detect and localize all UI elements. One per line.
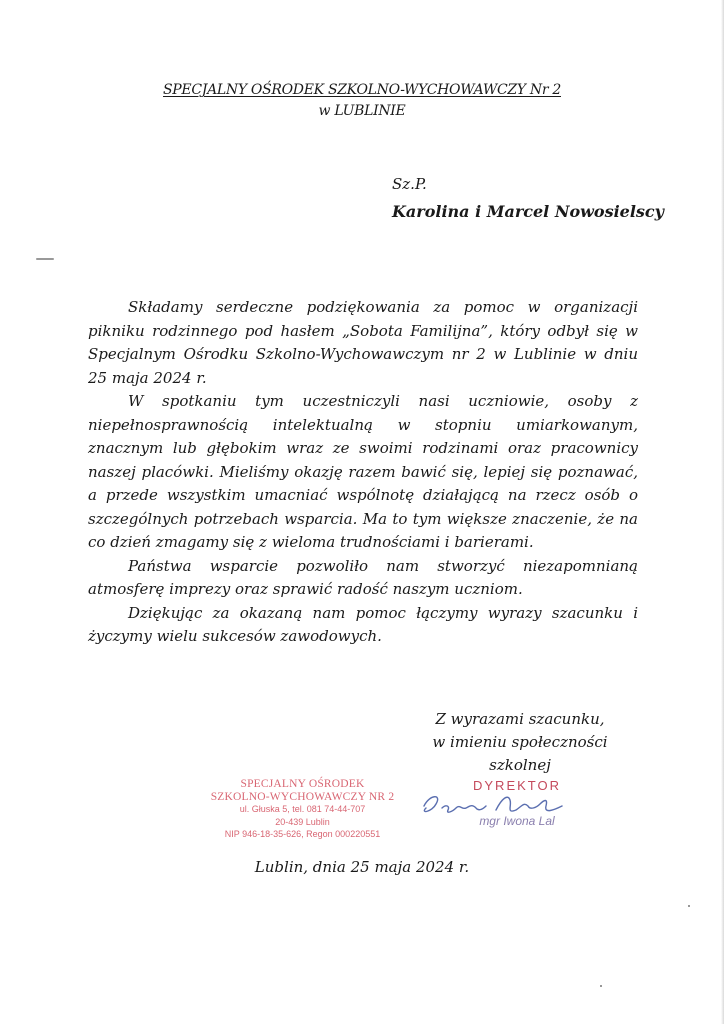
addressee-block xyxy=(392,171,664,225)
director-title-stamp: DYREKTOR xyxy=(473,778,561,793)
stamp-address: ul. Głuska 5, tel. 081 74-44-707 xyxy=(239,804,366,814)
closing-block xyxy=(400,708,640,777)
letterhead xyxy=(0,80,724,122)
institution-stamp xyxy=(210,778,395,841)
body-paragraph: Składamy serdeczne podziękowania za pomoc w organizacji pikniku rodzinnego pod hasłem „Sobota Familijna”, który odbył się w Specjalnym Ośrodku Szkolno-Wychowawczym nr 2 w Lublinie w dniu 25 maja 2024 r. xyxy=(88,298,638,387)
stamp-city: 20-439 Lublin xyxy=(275,816,330,827)
director-name: mgr Iwona Lal xyxy=(479,814,555,828)
addressee-names: Karolina i Marcel Nowosielscy xyxy=(392,202,664,221)
stamp-ids: NIP 946-18-35-626, Regon 000220551 xyxy=(224,829,381,839)
letterhead-institution: SPECJALNY OŚRODEK SZKOLNO-WYCHOWAWCZY Nr 2 xyxy=(163,82,561,98)
letterhead-city: w LUBLINIE xyxy=(318,103,406,119)
closing-regards: Z wyrazami szacunku, xyxy=(435,710,605,728)
director-signature-block xyxy=(412,776,592,836)
body-paragraph: Dziękując za okazaną nam pomoc łączymy wyrazy szacunku i życzymy wielu sukcesów zawodowych. xyxy=(88,603,638,645)
stamp-line-1: SPECJALNY OŚRODEK xyxy=(240,778,365,790)
addressee-salutation: Sz.P. xyxy=(392,175,427,193)
stamp-line-2: SZKOLNO-WYCHOWAWCZY NR 2 xyxy=(210,790,395,803)
scan-speck xyxy=(600,985,602,987)
body-paragraph: Państwa wsparcie pozwoliło nam stworzyć niezapomnianą atmosferę imprezy oraz sprawić radość naszym uczniom. xyxy=(88,556,638,598)
letter-body xyxy=(88,296,638,649)
scan-speck xyxy=(688,905,690,907)
scan-speck xyxy=(36,258,54,260)
closing-on-behalf: w imieniu społeczności szkolnej xyxy=(432,733,608,774)
body-paragraph: W spotkaniu tym uczestniczyli nasi uczniowie, osoby z niepełnosprawnością intelektualną w stopniu umiarkowanym, znacznym lub głębokim wraz ze swoimi rodzinami oraz pracownicy naszej placówki. Mieliśmy okazję razem bawić się, lepiej się poznawać, a przede wszystkim umacniać wspólnotę działającą na rzecz osób o szczególnych potrzebach wsparcia. Ma to tym większe znaczenie, że na co dzień zmagamy się z wieloma trudnościami i barierami. xyxy=(88,392,638,551)
place-and-date: Lublin, dnia 25 maja 2024 r. xyxy=(254,858,470,876)
